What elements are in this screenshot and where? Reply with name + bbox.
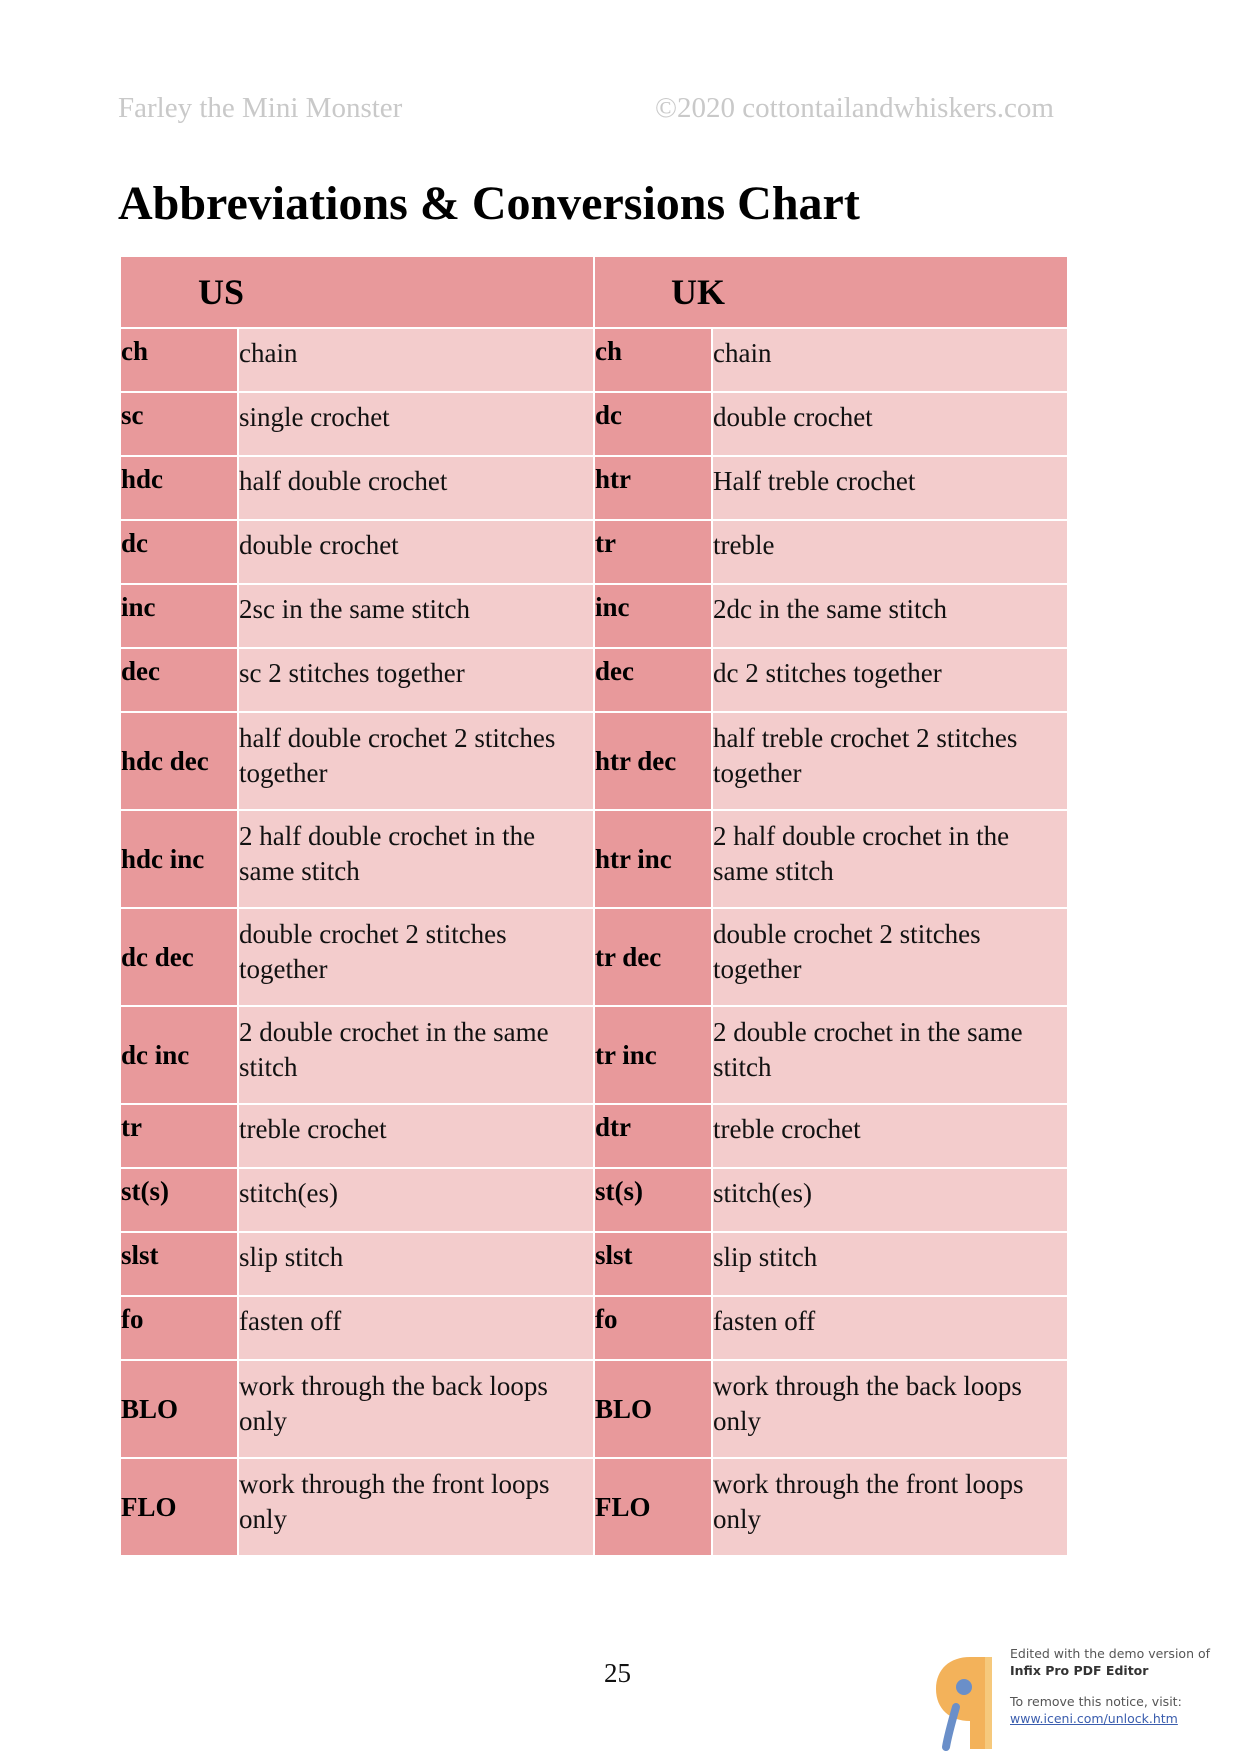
table-row xyxy=(120,1458,1068,1556)
uk-description: Half treble crochet xyxy=(712,456,1068,520)
uk-description: dc 2 stitches together xyxy=(712,648,1068,712)
uk-description: work through the back loops only xyxy=(712,1360,1068,1458)
us-abbreviation: st(s) xyxy=(120,1168,238,1232)
us-description: 2 half double crochet in the same stitch xyxy=(238,810,594,908)
watermark-link[interactable]: www.iceni.com/unlock.htm xyxy=(1010,1711,1178,1726)
table-row xyxy=(120,520,1068,584)
infix-logo-icon xyxy=(930,1649,1002,1753)
uk-abbreviation: dec xyxy=(594,648,712,712)
uk-abbreviation: dtr xyxy=(594,1104,712,1168)
us-abbreviation: hdc xyxy=(120,456,238,520)
abbreviations-table xyxy=(119,255,1069,1557)
us-description: 2 double crochet in the same stitch xyxy=(238,1006,594,1104)
table-row xyxy=(120,328,1068,392)
us-abbreviation: BLO xyxy=(120,1360,238,1458)
uk-abbreviation: tr inc xyxy=(594,1006,712,1104)
uk-description: work through the front loops only xyxy=(712,1458,1068,1556)
uk-description: fasten off xyxy=(712,1296,1068,1360)
us-abbreviation: slst xyxy=(120,1232,238,1296)
uk-abbreviation: FLO xyxy=(594,1458,712,1556)
uk-abbreviation: tr dec xyxy=(594,908,712,1006)
table-row xyxy=(120,648,1068,712)
us-description: half double crochet 2 stitches together xyxy=(238,712,594,810)
table-row xyxy=(120,1168,1068,1232)
us-abbreviation: dc xyxy=(120,520,238,584)
uk-description: 2 half double crochet in the same stitch xyxy=(712,810,1068,908)
uk-abbreviation: st(s) xyxy=(594,1168,712,1232)
watermark-line-3: To remove this notice, visit: xyxy=(1010,1694,1182,1709)
uk-abbreviation: dc xyxy=(594,392,712,456)
watermark-line-1: Edited with the demo version of xyxy=(1010,1646,1211,1661)
uk-description: 2dc in the same stitch xyxy=(712,584,1068,648)
us-description: double crochet xyxy=(238,520,594,584)
table-row xyxy=(120,1296,1068,1360)
us-description: work through the back loops only xyxy=(238,1360,594,1458)
us-description: slip stitch xyxy=(238,1232,594,1296)
us-description: single crochet xyxy=(238,392,594,456)
us-description: fasten off xyxy=(238,1296,594,1360)
table-row xyxy=(120,1104,1068,1168)
us-description: stitch(es) xyxy=(238,1168,594,1232)
uk-abbreviation: BLO xyxy=(594,1360,712,1458)
us-abbreviation: dc dec xyxy=(120,908,238,1006)
us-abbreviation: dc inc xyxy=(120,1006,238,1104)
uk-abbreviation: slst xyxy=(594,1232,712,1296)
us-description: treble crochet xyxy=(238,1104,594,1168)
table-row xyxy=(120,810,1068,908)
table-row xyxy=(120,908,1068,1006)
table-row xyxy=(120,712,1068,810)
table-row xyxy=(120,584,1068,648)
uk-abbreviation: fo xyxy=(594,1296,712,1360)
us-abbreviation: hdc inc xyxy=(120,810,238,908)
page-number: 25 xyxy=(604,1658,631,1688)
uk-abbreviation: htr inc xyxy=(594,810,712,908)
us-description: chain xyxy=(238,328,594,392)
table-row xyxy=(120,1360,1068,1458)
table-row xyxy=(120,392,1068,456)
uk-description: chain xyxy=(712,328,1068,392)
us-description: work through the front loops only xyxy=(238,1458,594,1556)
uk-abbreviation: inc xyxy=(594,584,712,648)
us-abbreviation: tr xyxy=(120,1104,238,1168)
watermark-line-2: Infix Pro PDF Editor xyxy=(1010,1663,1149,1678)
uk-abbreviation: tr xyxy=(594,520,712,584)
us-abbreviation: dec xyxy=(120,648,238,712)
us-abbreviation: sc xyxy=(120,392,238,456)
uk-description: treble xyxy=(712,520,1068,584)
uk-description: 2 double crochet in the same stitch xyxy=(712,1006,1068,1104)
us-abbreviation: ch xyxy=(120,328,238,392)
column-header-us: US xyxy=(120,256,594,328)
column-header-uk: UK xyxy=(594,256,1068,328)
running-header-copyright: ©2020 cottontailandwhiskers.com xyxy=(655,92,1054,124)
us-abbreviation: hdc dec xyxy=(120,712,238,810)
uk-description: stitch(es) xyxy=(712,1168,1068,1232)
table-header-row xyxy=(120,256,1068,328)
us-abbreviation: fo xyxy=(120,1296,238,1360)
table-row xyxy=(120,1232,1068,1296)
table-row xyxy=(120,1006,1068,1104)
uk-description: double crochet 2 stitches together xyxy=(712,908,1068,1006)
uk-description: slip stitch xyxy=(712,1232,1068,1296)
us-description: double crochet 2 stitches together xyxy=(238,908,594,1006)
uk-description: double crochet xyxy=(712,392,1068,456)
us-description: 2sc in the same stitch xyxy=(238,584,594,648)
running-header-title: Farley the Mini Monster xyxy=(118,92,403,124)
uk-abbreviation: ch xyxy=(594,328,712,392)
us-abbreviation: FLO xyxy=(120,1458,238,1556)
uk-abbreviation: htr dec xyxy=(594,712,712,810)
uk-description: half treble crochet 2 stitches together xyxy=(712,712,1068,810)
us-abbreviation: inc xyxy=(120,584,238,648)
editor-watermark xyxy=(930,1645,1230,1755)
uk-abbreviation: htr xyxy=(594,456,712,520)
page-title: Abbreviations & Conversions Chart xyxy=(118,177,860,230)
us-description: half double crochet xyxy=(238,456,594,520)
us-description: sc 2 stitches together xyxy=(238,648,594,712)
uk-description: treble crochet xyxy=(712,1104,1068,1168)
table-row xyxy=(120,456,1068,520)
